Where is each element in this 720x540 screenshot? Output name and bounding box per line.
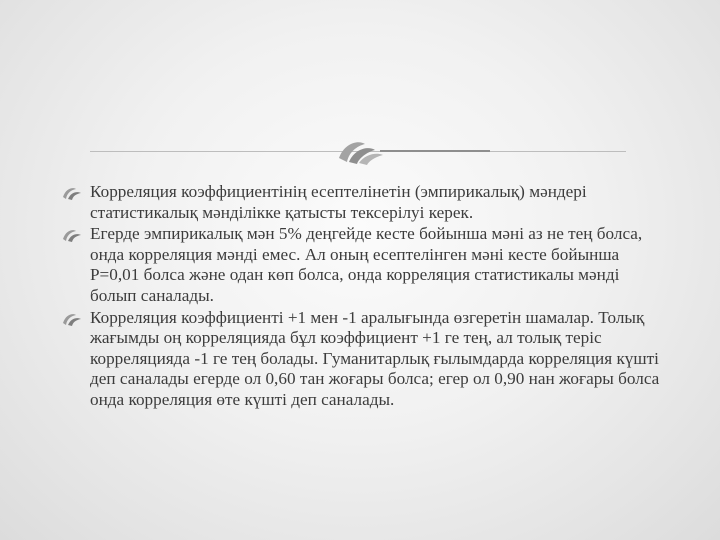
bullet-leaf-icon [62, 227, 82, 242]
title-ornament-icon [335, 136, 387, 166]
bullet-text: Корреляция коэффициентінің есептелінетін (эмпирикалық) мәндері статистикалық мәнділікке қатысты тексерілуі керек. [90, 182, 587, 222]
bullet-item [62, 224, 662, 306]
bullet-text: Егерде эмпирикалық мән 5% деңгейде кесте бойынша мәні аз не тең болса, онда корреляция мәнді емес. Ал оның есептелінген мәні кесте бойынша Р=0,01 болса және одан көп болса, онда корреляция статистикалы мәнді болып саналады. [90, 224, 643, 305]
title-divider-accent [380, 150, 490, 152]
bullet-item [62, 182, 662, 223]
bullet-item [62, 308, 662, 411]
bullet-leaf-icon [62, 185, 82, 200]
bullet-text: Корреляция коэффициенті +1 мен -1 аралығында өзгеретін шамалар. Толық жағымды оң корреляцияда бұл коэффициент +1 ге тең, ал толық теріс корреляцияда -1 ге тең болады. Гуманитарлық ғылымдарда корреляция күшті деп саналады егерде ол 0,60 тан жоғары болса; егер ол 0,90 нан жоғары болса онда корреляция өте күшті деп саналады. [90, 307, 660, 409]
bullet-list [62, 182, 662, 412]
bullet-leaf-icon [62, 311, 82, 326]
